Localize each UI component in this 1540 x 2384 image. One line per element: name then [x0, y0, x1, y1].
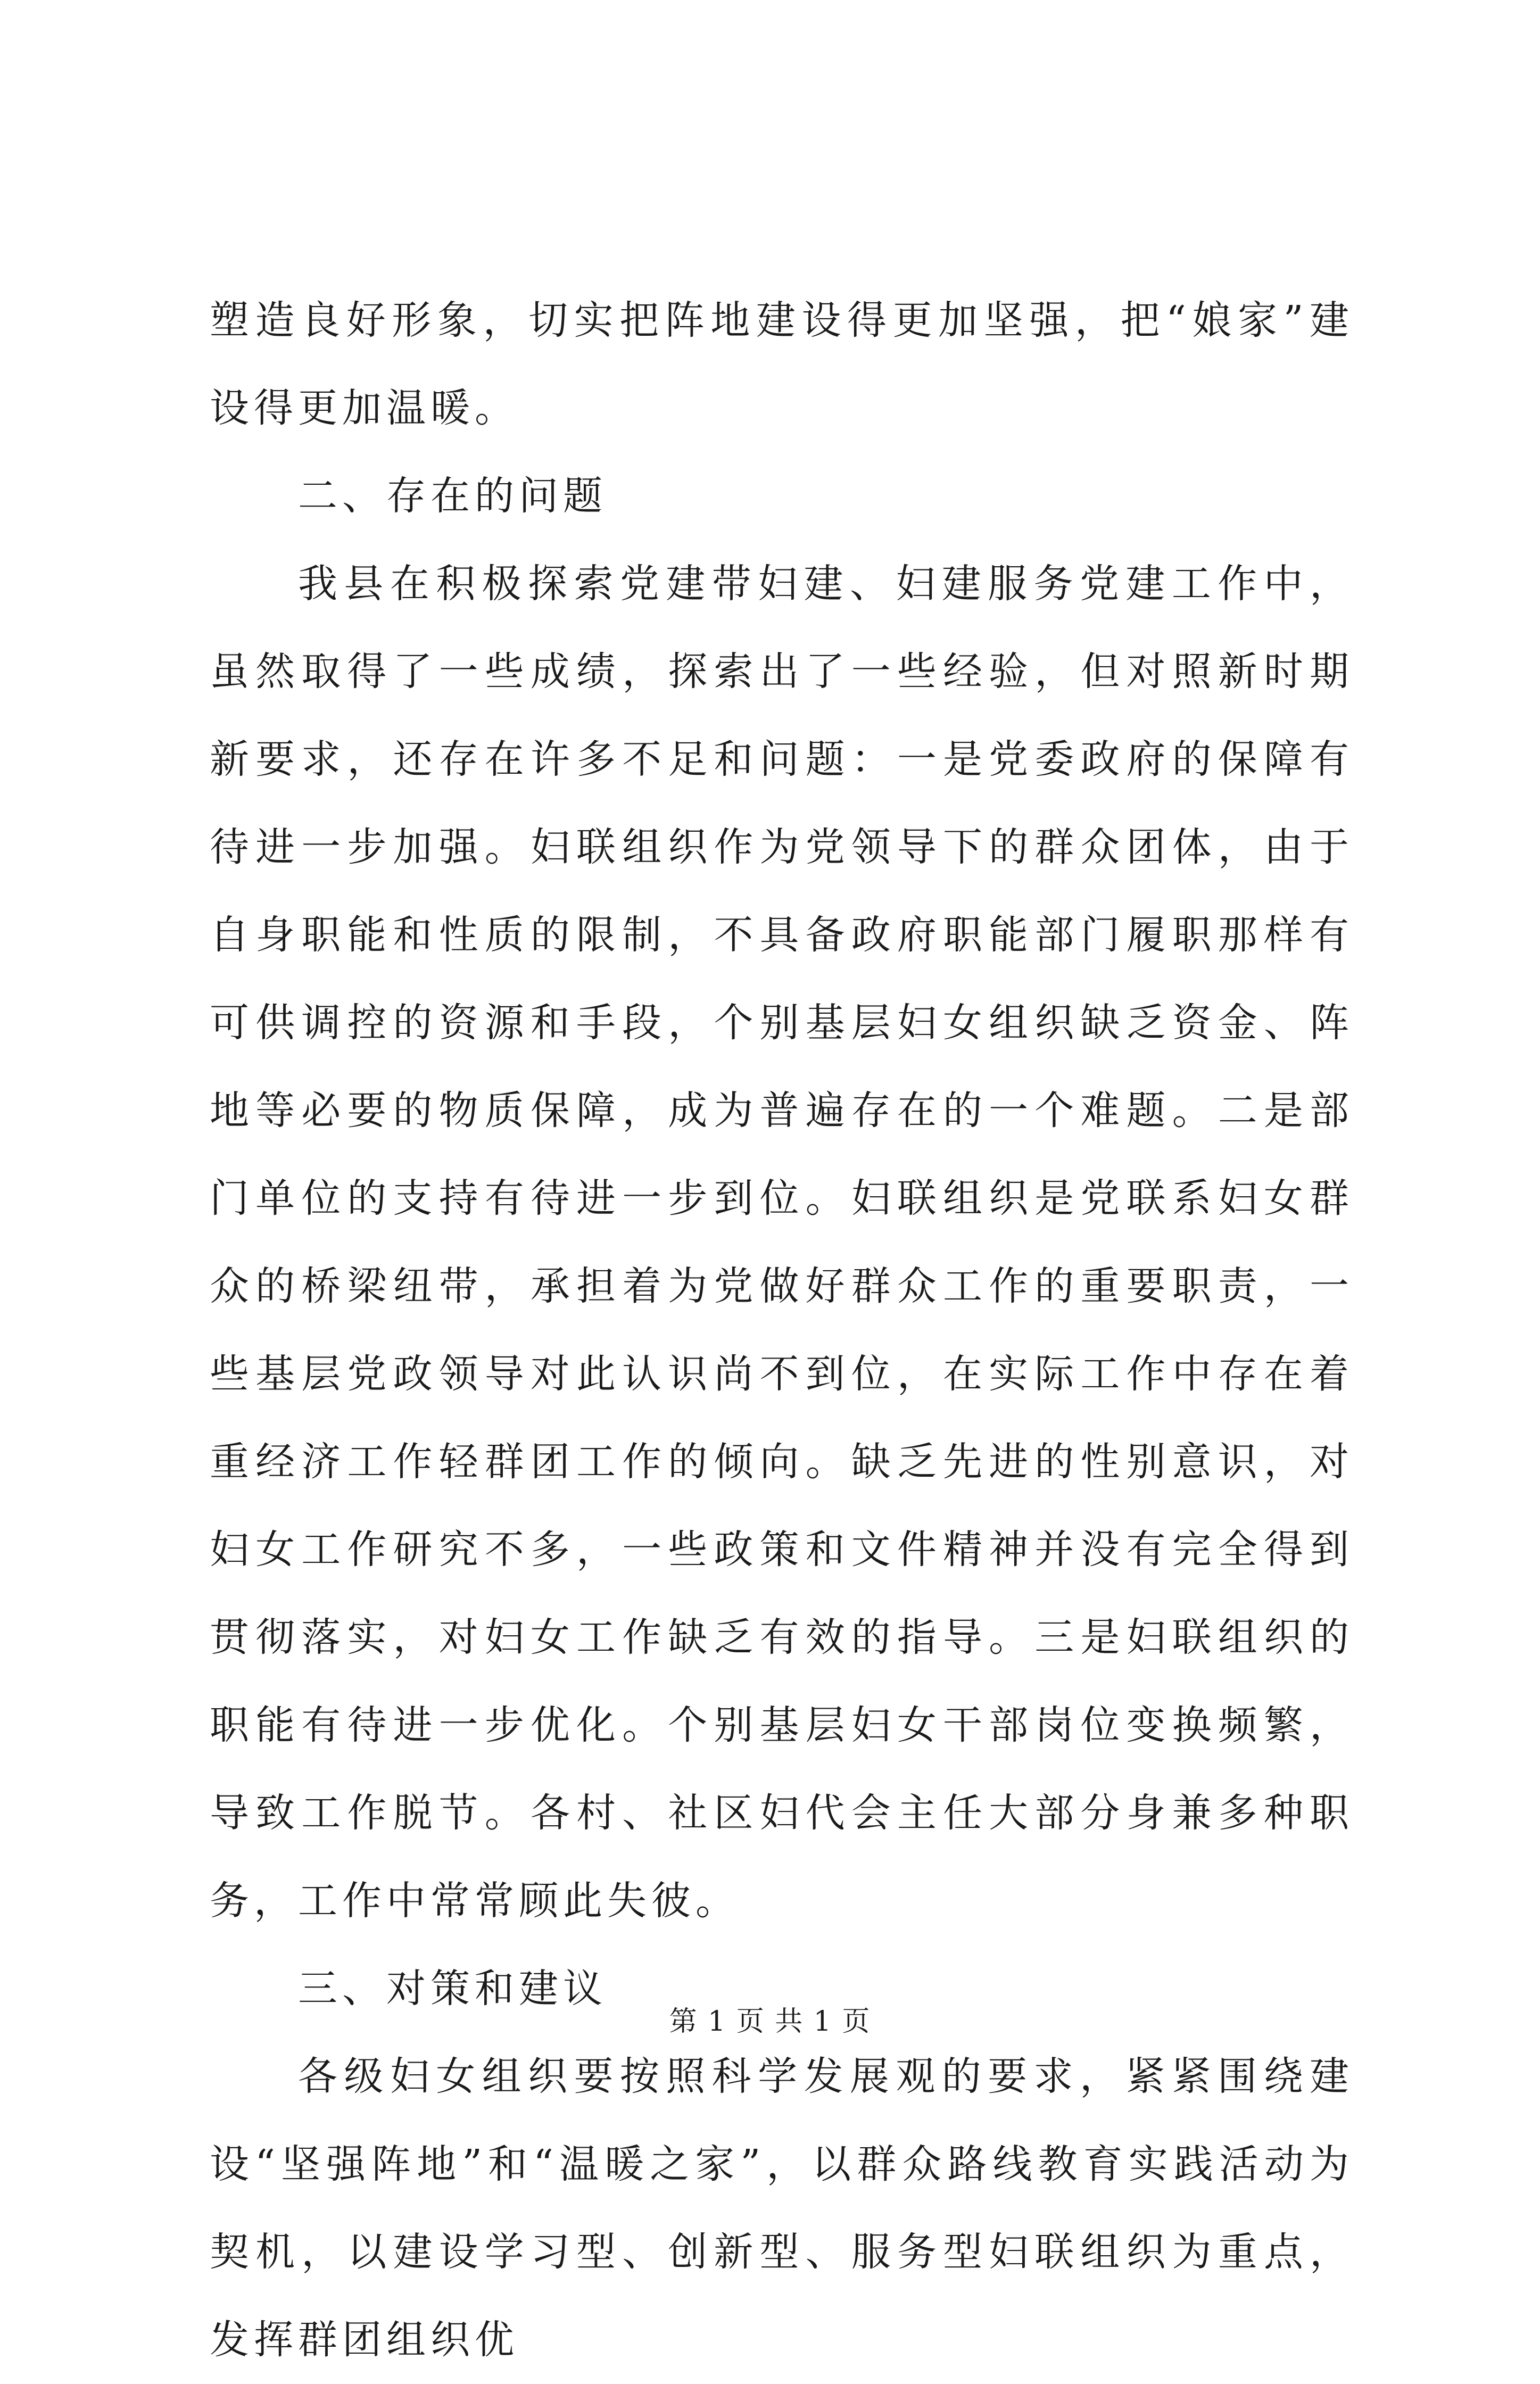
section-heading-suggestions: 三、对策和建议	[298, 1966, 607, 2012]
document-body	[210, 277, 1354, 2384]
paragraph-suggestions: 各级妇女组织要按照科学发展观的要求，紧紧围绕建设“坚强阵地”和“温暖之家”，以群众路线教育实践活动为契机，以建设学习型、创新型、服务型妇联组织为重点，发挥群团组织优	[210, 2054, 1354, 2363]
paragraph-problems: 我县在积极探索党建带妇建、妇建服务党建工作中，虽然取得了一些成绩，探索出了一些经验，但对照新时期新要求，还存在许多不足和问题：一是党委政府的保障有待进一步加强。妇联组织作为党领导下的群众团体，由于自身职能和性质的限制，不具备政府职能部门履职那样有可供调控的资源和手段，个别基层妇女组织缺乏资金、阵地等必要的物质保障，成为普遍存在的一个难题。二是部门单位的支持有待进一步到位。妇联组织是党联系妇女群众的桥梁纽带，承担着为党做好群众工作的重要职责，一些基层党政领导对此认识尚不到位，在实际工作中存在着重经济工作轻群团工作的倾向。缺乏先进的性别意识，对妇女工作研究不多，一些政策和文件精神并没有完全得到贯彻落实，对妇女工作缺乏有效的指导。三是妇联组织的职能有待进一步优化。个别基层妇女干部岗位变换频繁，导致工作脱节。各村、社区妇代会主任大部分身兼多种职务，工作中常常顾此失彼。	[210, 561, 1354, 1924]
section-heading-problems: 二、存在的问题	[298, 473, 607, 519]
page-number-footer: 第 1 页 共 1 页	[669, 2006, 871, 2038]
paragraph-continuation: 塑造良好形象，切实把阵地建设得更加坚强，把“娘家”建设得更加温暖。	[210, 297, 1354, 431]
